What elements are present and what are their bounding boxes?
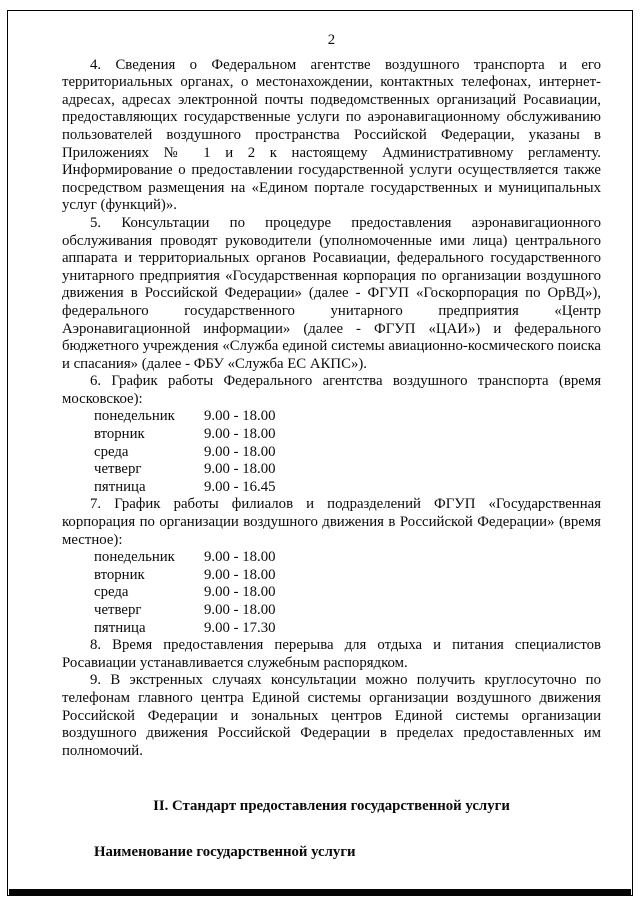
schedule-hours: 9.00 - 18.00 xyxy=(204,602,276,618)
paragraph-4: 4. Сведения о Федеральном агентстве воздушного транспорта и его территориальных органах, о местонахождении, контактных телефонах, интернет-адресах, адресах электронной почты подведомственных организаций Росавиации, предоставляющих государственные услуги по аэронавигационному обслуживанию пользователей воздушного пространства Российской Федерации, указаны в Приложениях № 1 и 2 к настоящему Административному регламенту. Информирование о предоставлении государственной услуги осуществляется также посредством размещения на «Едином портале государственных и муниципальных услуг (функций)». xyxy=(62,56,601,214)
schedule-hours: 9.00 - 16.45 xyxy=(204,478,276,495)
schedule-day: пятница xyxy=(94,619,146,636)
schedule-row xyxy=(62,479,601,497)
schedule-day: пятница xyxy=(94,478,146,495)
paragraph-6-intro: 6. График работы Федерального агентства воздушного транспорта (время московское): xyxy=(62,373,601,407)
schedule-hours: 9.00 - 18.00 xyxy=(204,443,276,460)
schedule-row xyxy=(62,461,601,479)
schedule-day: вторник xyxy=(94,426,145,443)
schedule-row xyxy=(62,620,601,638)
schedule-day: понедельник xyxy=(94,549,175,566)
schedule-fgup xyxy=(62,549,601,637)
schedule-hours: 9.00 - 18.00 xyxy=(204,549,276,566)
schedule-hours: 9.00 - 18.00 xyxy=(204,566,276,583)
schedule-row xyxy=(62,549,601,567)
schedule-rosaviatsia xyxy=(62,408,601,496)
schedule-day: четверг xyxy=(94,461,142,478)
schedule-day: среда xyxy=(94,584,129,601)
schedule-day: четверг xyxy=(94,602,142,618)
scan-bottom-bar xyxy=(9,889,631,896)
schedule-hours: 9.00 - 18.00 xyxy=(204,426,276,443)
schedule-row xyxy=(62,602,601,620)
schedule-row xyxy=(62,584,601,602)
schedule-hours: 9.00 - 17.30 xyxy=(204,619,276,636)
subsection-heading: Наименование государственной услуги xyxy=(94,843,356,860)
schedule-hours: 9.00 - 18.00 xyxy=(204,584,276,601)
schedule-row xyxy=(62,426,601,444)
paragraph-7-intro: 7. График работы филиалов и подразделений ФГУП «Государственная корпорация по организации воздушного движения в Российской Федерации» (время местное): xyxy=(62,496,601,548)
paragraph-8: 8. Время предоставления перерыва для отдыха и питания специалистов Росавиации устанавливается служебным распорядком. xyxy=(62,637,601,671)
schedule-day: понедельник xyxy=(94,408,175,425)
schedule-hours: 9.00 - 18.00 xyxy=(204,461,276,478)
paragraph-9: 9. В экстренных случаях консультации можно получить круглосуточно по телефонам главного центра Единой системы организации воздушного движения Российской Федерации и зональных центров Единой системы организации воздушного движения Российской Федерации в пределах предоставленных им полномочий. xyxy=(62,672,601,759)
schedule-row xyxy=(62,567,601,585)
schedule-row xyxy=(62,444,601,462)
schedule-hours: 9.00 - 18.00 xyxy=(204,408,276,425)
section-heading: II. Стандарт предоставления государственной услуги xyxy=(153,798,510,815)
document-page xyxy=(62,32,601,862)
schedule-day: среда xyxy=(94,443,129,460)
schedule-row xyxy=(62,408,601,426)
schedule-day: вторник xyxy=(94,566,145,583)
paragraph-5: 5. Консультации по процедуре предоставления аэронавигационного обслуживания проводят руководители (уполномоченные ими лица) центрального аппарата и территориальных органов Росавиации, федерального государственного унитарного предприятия «Государственная корпорация по организации воздушного движения в Российской Федерации» (далее - ФГУП «Госкорпорация по ОрВД»), федерального государственного унитарного предприятия «Центр Аэронавигационной информации» (далее - ФГУП «ЦАИ») и федерального бюджетного учреждения «Служба единой системы авиационно-космического поиска и спасания» (далее - ФБУ «Служба ЕС АКПС»). xyxy=(62,214,601,372)
page-number: 2 xyxy=(327,32,336,48)
